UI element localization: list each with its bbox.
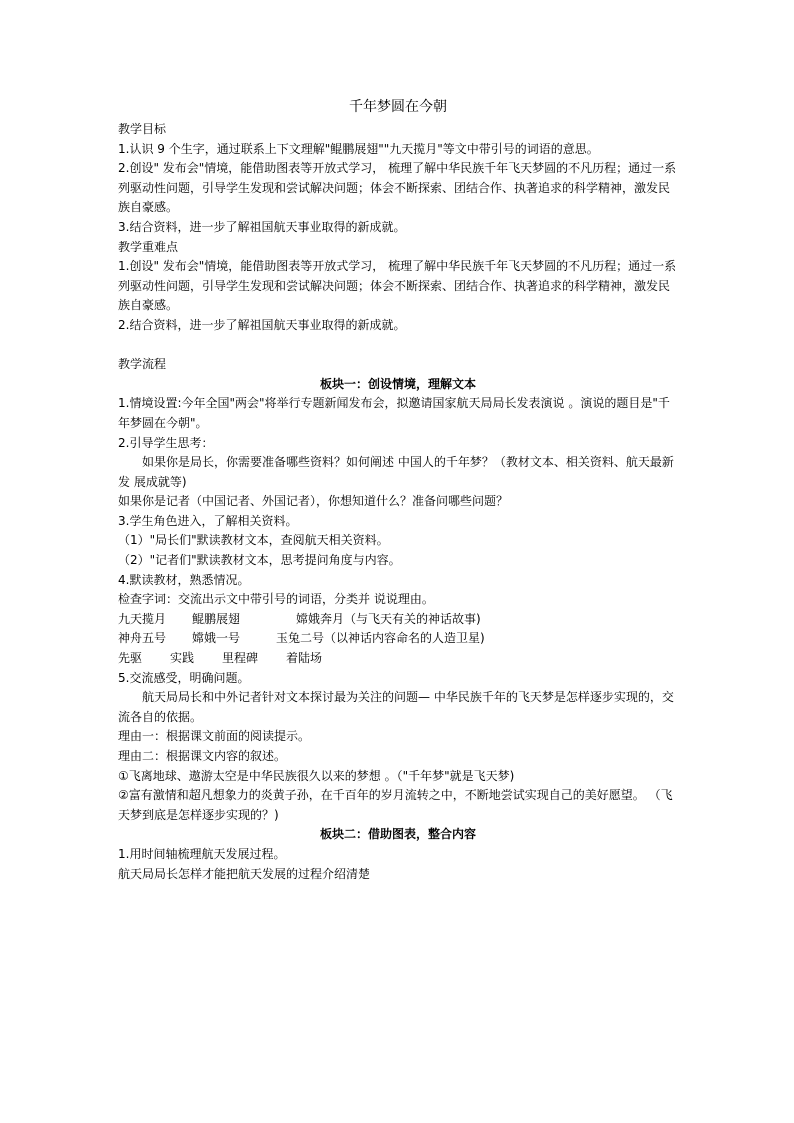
word: 里程碑 [222, 651, 259, 666]
goal-item-3: 3.结合资料，进一步了解祖国航天事业取得的新成就。 [118, 219, 406, 234]
word: 神舟五号 [118, 631, 167, 646]
word: 实践 [170, 651, 195, 666]
block1-paragraph: 理由一：根据课文前面的阅读提示。 [118, 729, 311, 744]
block2-paragraph: 航天局局长怎样才能把航天发展的过程介绍清楚 [118, 866, 371, 881]
block1-paragraph: 检查字词：交流出示文中带引号的词语，分类并 说说理由。 [118, 592, 434, 607]
word: 着陆场 [286, 651, 323, 666]
block1-paragraph: 3.学生角色进入，了解相关资料。 [118, 513, 298, 528]
block2-title: 板块二：借助图表，整合内容 [319, 827, 476, 842]
block1-paragraph: ①飞离地球、遨游太空是中华民族很久以来的梦想 。（"千年梦"就是飞天梦) [118, 768, 515, 783]
process-heading: 教学流程 [118, 357, 167, 372]
word: 嫦娥奔月（与飞天有关的神话故事) [296, 611, 481, 626]
block2-paragraph: 1.用时间轴梳理航天发展过程。 [118, 846, 286, 861]
word-row-1 [118, 610, 678, 630]
key-point-item-1: 1.创设" 发布会"情境，能借助图表等开放式学习， 梳理了解中华民族千年飞天梦圆的不凡历程；通过一系列驱动性问题，引导学生发现和尝试解决问题；体会不断探索、团结合作、执著追求的科学精神，激发民族自豪感。 [118, 259, 677, 313]
word: 玉兔二号（以神话内容命名的人造卫星) [276, 631, 485, 646]
key-point-item-2: 2.结合资料，进一步了解祖国航天事业取得的新成就。 [118, 317, 406, 332]
word: 嫦娥一号 [192, 631, 241, 646]
spacer [118, 336, 678, 356]
block1-paragraph: 如果你是记者（中国记者、外国记者），你想知道什么？准备问哪些问题？ [118, 494, 509, 509]
goal-item-2: 2.创设" 发布会"情境，能借助图表等开放式学习， 梳理了解中华民族千年飞天梦圆的不凡历程；通过一系列驱动性问题，引导学生发现和尝试解决问题；体会不断探索、团结合作、执著追求的科学精神，激发民族自豪感。 [118, 161, 677, 215]
word-row-3 [118, 649, 678, 669]
word: 鲲鹏展翅 [192, 611, 241, 626]
page-title: 千年梦圆在今朝 [349, 99, 447, 115]
key-points-heading: 教学重难点 [118, 239, 179, 254]
block1-paragraph: 航天局局长和中外记者针对文本探讨最为关注的问题— 中华民族千年的飞天梦是怎样逐步实现的，交流各自的依据。 [118, 690, 674, 724]
block1-paragraph: ②富有激情和超凡想象力的炎黄子孙，在千百年的岁月流转之中，不断地尝试实现自己的美好愿望。 （飞天梦到底是怎样逐步实现的？) [118, 788, 673, 822]
block1-title: 板块一：创设情境，理解文本 [319, 376, 476, 391]
block1-paragraph: 1.情境设置:今年全国"两会"将举行专题新闻发布会，拟邀请国家航天局局长发表演说 。演说的题目是"千年梦圆在今朝"。 [118, 396, 670, 430]
word: 九天揽月 [118, 611, 167, 626]
block1-paragraph: 如果你是局长，你需要准备哪些资料？如何阐述 中国人的千年梦？（教材文本、相关资料、航天最新发 展成就等) [118, 455, 674, 489]
block1-paragraph: 2.引导学生思考： [118, 435, 214, 450]
word: 先驱 [118, 651, 143, 666]
block1-paragraph: 4.默读教材，熟悉情况。 [118, 572, 250, 587]
block1-paragraph: 理由二：根据课文内容的叙述。 [118, 749, 287, 763]
block1-paragraph: （2）"记者们"默读教材文本，思考提问角度与内容。 [118, 553, 401, 568]
goals-heading: 教学目标 [118, 122, 167, 136]
block1-paragraph: （1）"局长们"默读教材文本，查阅航天相关资料。 [118, 533, 389, 548]
goal-item-1: 1.认识 9 个生字，通过联系上下文理解"鲲鹏展翅""九天揽月"等文中带引号的词语的意思。 [118, 141, 599, 156]
document-page [118, 96, 678, 884]
block1-paragraph: 5.交流感受，明确问题。 [118, 670, 250, 685]
word-row-2 [118, 629, 678, 649]
